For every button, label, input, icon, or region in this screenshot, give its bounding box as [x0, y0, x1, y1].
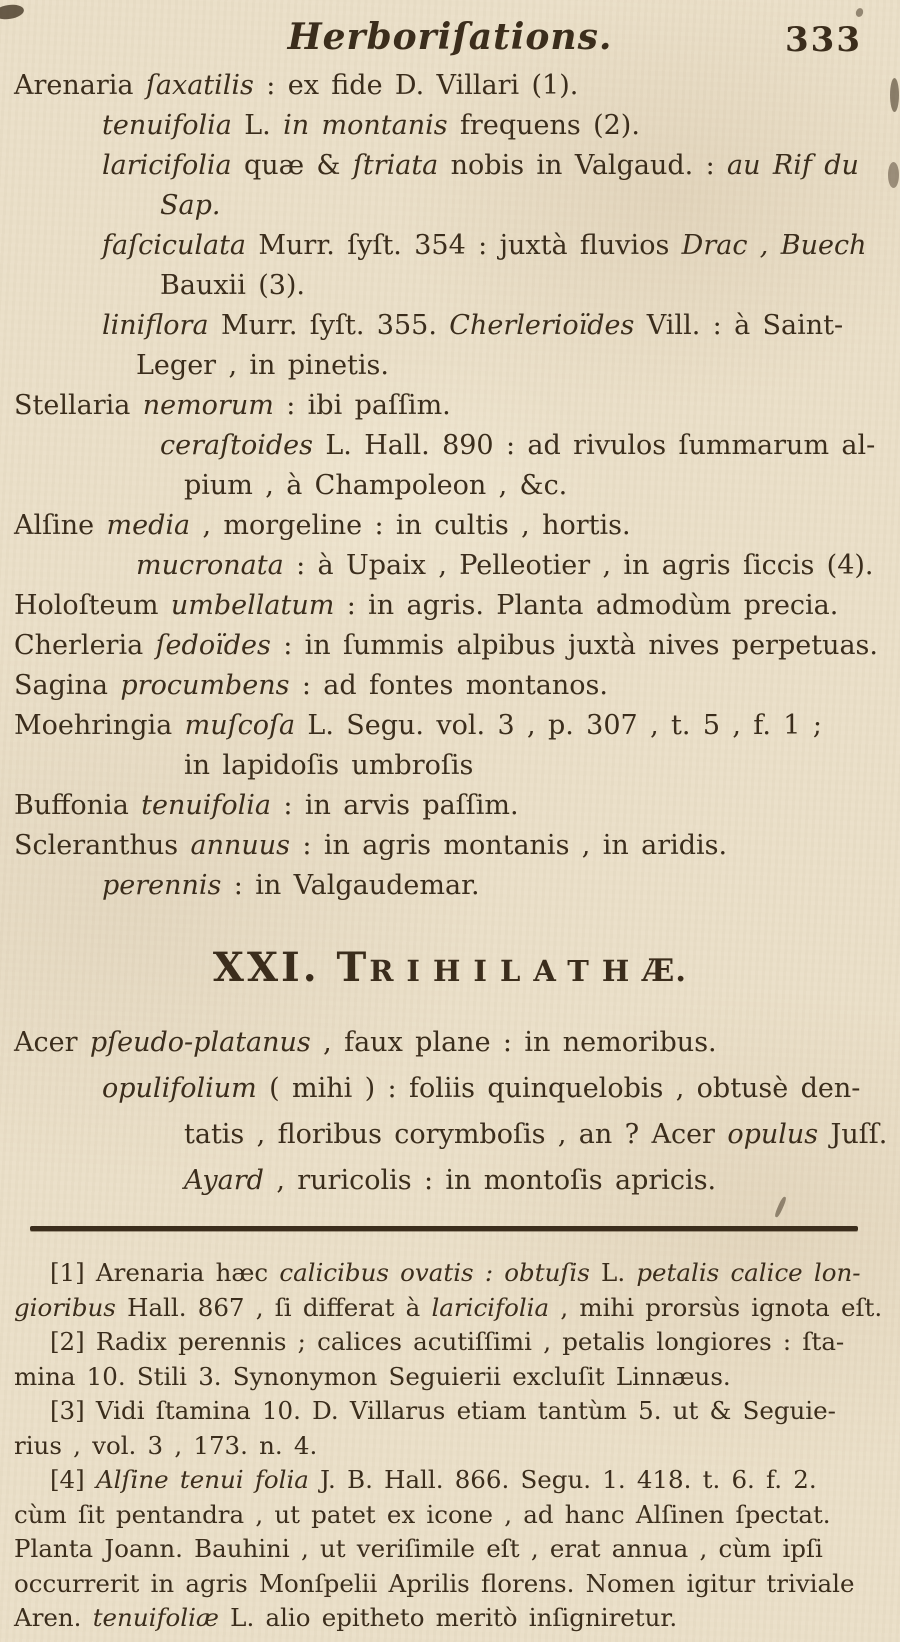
text-line: [136, 546, 886, 586]
text-segment: Alſine: [14, 510, 107, 541]
text-segment-italic: faſciculata: [102, 230, 247, 261]
text-segment: Arenaria: [14, 70, 146, 101]
species-list-upper: [14, 66, 886, 906]
text-line: [14, 1325, 880, 1360]
text-segment: Stellaria: [14, 390, 143, 421]
text-line: [160, 186, 886, 226]
text-line: [14, 786, 886, 826]
text-line: [14, 1567, 880, 1602]
text-segment: tatis , floribus corymboſis , an ? Acer: [184, 1119, 728, 1150]
ink-smudge: [890, 78, 899, 112]
text-line: [102, 866, 886, 906]
text-segment-italic: Cherlerioïdes: [449, 310, 635, 341]
text-line: [14, 626, 886, 666]
text-line: [14, 506, 886, 546]
text-line: [102, 146, 886, 186]
text-segment: : in arvis paſſim.: [271, 790, 519, 821]
ink-smudge: [888, 162, 899, 188]
text-line: [14, 1394, 880, 1429]
text-segment: [4]: [50, 1465, 96, 1494]
text-segment-italic: nemorum: [142, 390, 274, 421]
text-segment: Planta Joann. Bauhini , ut veriſimile eſt , erat annua , cùm ipſi: [14, 1534, 823, 1563]
text-segment-italic: annuus: [190, 830, 290, 861]
text-segment-italic: opulifolium: [102, 1073, 257, 1104]
text-line: [14, 1601, 880, 1636]
text-line: [184, 746, 886, 786]
text-segment: quæ &: [231, 150, 353, 181]
text-segment: cùm ſit pentandra , ut patet ex icone , ad hanc Alſinen ſpectat.: [14, 1499, 831, 1529]
section-title-initial: T: [336, 944, 370, 991]
text-segment-italic: ſaxatilis: [145, 70, 254, 101]
text-segment: Juſſ.: [818, 1119, 888, 1150]
text-segment: ( mihi ) : foliis quinquelobis , obtusè den-: [256, 1073, 861, 1104]
text-segment-italic: muſcoſa: [184, 710, 296, 741]
text-segment: Acer: [14, 1027, 90, 1058]
text-line: [14, 1291, 883, 1326]
text-segment: Leger , in pinetis.: [136, 350, 389, 381]
text-line: [102, 306, 886, 346]
page-number: 333: [785, 20, 862, 60]
text-segment: : ad fontes montanos.: [289, 670, 608, 701]
text-segment-italic: petalis calice lon-: [636, 1258, 861, 1287]
section-number: XXI.: [212, 944, 337, 991]
text-segment-italic: mucronata: [136, 550, 284, 581]
text-line: [14, 826, 886, 866]
text-segment-italic: pſeudo-platanus: [89, 1027, 311, 1058]
text-line: [14, 706, 886, 746]
text-segment: , faux plane : in nemoribus.: [310, 1027, 717, 1058]
footnote-divider-rule: [30, 1226, 858, 1231]
text-segment-italic: procumbens: [120, 670, 290, 701]
text-segment: L. Segu. vol. 3 , p. 307 , t. 5 , f. 1 ;: [295, 710, 822, 741]
text-segment: : in ſummis alpibus juxtà nives perpetuas.: [270, 630, 878, 661]
text-segment: Cherleria: [14, 630, 156, 661]
text-segment-italic: laricifolia: [102, 150, 232, 181]
text-line: [14, 1463, 880, 1498]
text-segment: Murr. ſyſt. 354 : juxtà fluvios: [246, 230, 682, 261]
text-line: [14, 586, 886, 626]
text-segment: Sagina: [14, 670, 121, 701]
text-segment: Buffonia: [14, 790, 142, 821]
text-segment: Holoſteum: [14, 590, 171, 621]
text-segment-italic: media: [106, 510, 191, 541]
text-segment: L. alio epitheto meritò inſigniretur.: [218, 1603, 678, 1632]
text-segment-italic: opulus: [727, 1119, 819, 1150]
text-segment: rius , vol. 3 , 173. n. 4.: [14, 1430, 318, 1460]
text-segment-italic: ceraſtoides: [160, 430, 313, 461]
text-segment: : ibi paſſim.: [273, 390, 451, 421]
text-segment: pium , à Champoleon , &c.: [184, 470, 568, 501]
section-heading: [0, 944, 900, 991]
running-title: Herboriſations.: [287, 16, 613, 58]
text-segment: L. Hall. 890 : ad rivulos ſummarum al-: [312, 430, 876, 461]
text-line: [14, 1532, 880, 1567]
text-segment-italic: tenuifoliæ: [92, 1603, 219, 1632]
text-segment: Scleranthus: [14, 830, 191, 861]
text-line: [160, 426, 886, 466]
text-line: [14, 386, 886, 426]
text-line: [102, 1066, 886, 1112]
text-segment: [3] Vidi ſtamina 10. D. Villarus etiam tantùm 5. ut & Seguie-: [50, 1396, 836, 1425]
text-segment: [2] Radix perennis ; calices acutiſſimi , petalis longiores : ſta-: [50, 1327, 845, 1356]
text-segment-italic: perennis: [102, 870, 222, 901]
text-segment: Aren.: [14, 1603, 93, 1632]
text-segment: : à Upaix , Pelleotier , in agris ſiccis (4).: [283, 550, 874, 581]
text-segment: Murr. ſyſt. 355.: [208, 310, 450, 341]
section-title-rest: RIHILATH: [369, 954, 643, 988]
text-segment: : ex fide D. Villari (1).: [253, 70, 579, 101]
text-segment: : in agris. Planta admodùm precia.: [334, 590, 839, 621]
text-line: [14, 1360, 880, 1395]
text-segment: : in Valgaudemar.: [221, 870, 480, 901]
text-segment: Hall. 867 , ſi differat à: [115, 1292, 432, 1322]
text-segment-italic: tenuifolia: [102, 110, 232, 141]
text-line: [14, 66, 886, 106]
text-line: [14, 1498, 880, 1533]
text-segment: , morgeline : in cultis , hortis.: [190, 510, 631, 541]
text-segment-italic: Alſine tenui folia: [95, 1465, 309, 1494]
species-list-trihilathae: [14, 1020, 886, 1204]
section-title-tail: Æ.: [642, 953, 688, 989]
text-segment-italic: Ayard: [184, 1165, 264, 1196]
text-line: [160, 266, 886, 306]
text-segment-italic: liniflora: [102, 310, 209, 341]
text-segment: mina 10. Stili 3. Synonymon Seguierii excluſit Linnæus.: [14, 1361, 731, 1391]
text-segment-italic: umbellatum: [170, 590, 335, 621]
text-segment: J. B. Hall. 866. Segu. 1. 418. t. 6. f. 2.: [308, 1465, 817, 1494]
text-segment: Vill. : à Saint-: [634, 310, 844, 341]
text-line: [102, 226, 886, 266]
text-segment: , ruricolis : in montoſis apricis.: [263, 1165, 717, 1196]
text-segment: : in agris montanis , in aridis.: [290, 830, 728, 861]
text-segment: , mihi prorsùs ignota eſt.: [549, 1292, 883, 1322]
text-line: [184, 466, 886, 506]
text-segment-italic: Drac , Buech: [681, 230, 867, 261]
text-line: [14, 1020, 886, 1066]
text-line: [102, 106, 886, 146]
text-segment-italic: in montanis: [283, 110, 448, 141]
footnotes-block: [14, 1256, 883, 1636]
text-line: [14, 1256, 880, 1291]
text-segment-italic: ſedoïdes: [155, 630, 271, 661]
text-segment-italic: calicibus ovatis : obtuſis: [279, 1258, 590, 1287]
text-segment: [1] Arenaria hæc: [50, 1258, 280, 1287]
text-segment-italic: ſtriata: [352, 150, 439, 181]
text-line: [184, 1158, 886, 1204]
text-segment: Moehringia: [14, 710, 185, 741]
text-line: [184, 1112, 886, 1158]
text-segment: nobis in Valgaud. :: [438, 150, 728, 181]
page-header: [0, 16, 900, 70]
text-segment: in lapidoſis umbroſis: [184, 750, 474, 781]
text-segment-italic: Sap.: [160, 190, 221, 221]
text-segment-italic: gioribus: [14, 1292, 116, 1322]
text-segment-italic: tenuifolia: [141, 790, 272, 821]
text-segment: L.: [589, 1258, 637, 1287]
text-line: [136, 346, 886, 386]
text-segment: L.: [231, 110, 284, 141]
text-line: [14, 666, 886, 706]
text-segment: occurrerit in agris Monſpelii Aprilis florens. Nomen igitur triviale: [14, 1568, 855, 1598]
text-segment-italic: laricifolia: [431, 1292, 550, 1322]
text-line: [14, 1429, 880, 1464]
text-segment-italic: au Rif du: [727, 150, 859, 181]
text-segment: Bauxii (3).: [160, 270, 306, 301]
text-segment: frequens (2).: [447, 110, 640, 141]
